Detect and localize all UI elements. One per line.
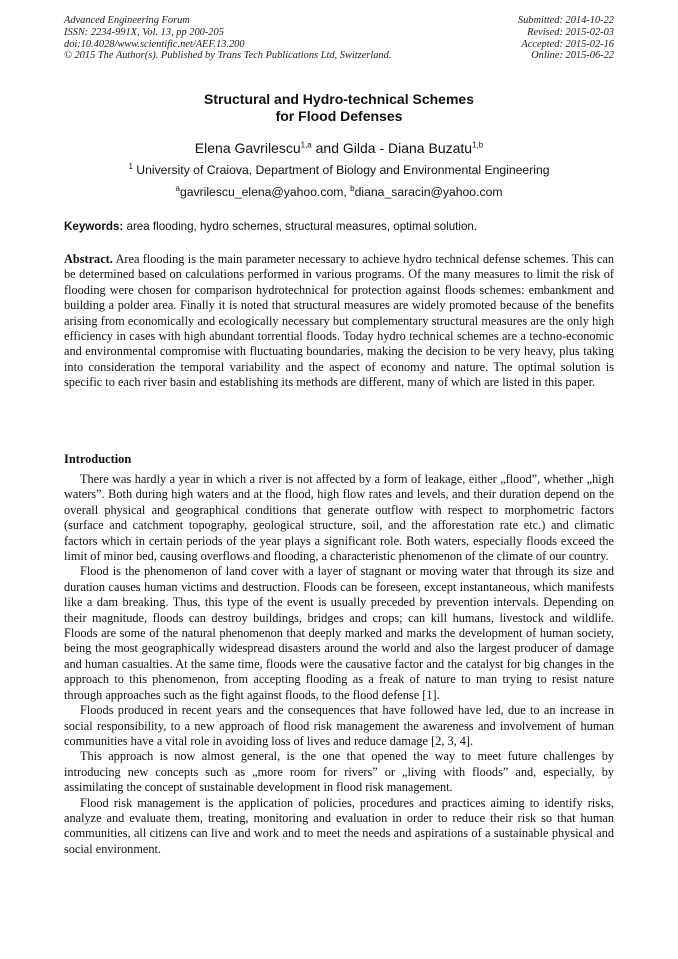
- keywords-text: area flooding, hydro schemes, structural measures, optimal solution.: [123, 220, 478, 233]
- title-line-1: Structural and Hydro-technical Schemes: [204, 91, 474, 107]
- submission-dates: [518, 15, 614, 62]
- online-date: Online: 2015-06-22: [531, 50, 614, 62]
- intro-paragraph: This approach is now almost general, is the one that opened the way to meet future challenges by introducing new concepts such as „more room for rivers” or „living with floods” and, especially, by assimilating the concept of sustainable development in flood risk management.: [64, 749, 614, 795]
- affiliation-marker: 1: [128, 161, 133, 171]
- affiliation: [0, 163, 678, 177]
- keywords: [64, 220, 614, 234]
- author-2-affiliation: 1,b: [472, 140, 484, 150]
- copyright-line: © 2015 The Author(s). Published by Trans Tech Publications Ltd, Switzerland.: [64, 50, 392, 62]
- abstract-label: Abstract.: [64, 252, 113, 266]
- intro-paragraph: Flood is the phenomenon of land cover with a layer of stagnant or moving water that through its size and duration causes human victims and destruction. Floods can be foreseen, except instantaneous, which manifests like a dam breaking. Thus, this type of the event is usually preceded by prevention intervals. Depending on their magnitude, floods can destroy buildings, bridges and crops; can kill humans, livestock and wildlife. Floods are some of the natural phenomenon that deeply marked and marks the development of human society, being the most geographically widespread disasters around the world and also the largest producer of damage and human casualties. At the same time, floods were the causative factor and the catalyst for big changes in the approach to this phenomenon, from accepting flooding as a freak of nature to man trying to resist nature through approaches such as the fight against floods, to the flood defense [1].: [64, 564, 614, 702]
- section-heading-introduction: Introduction: [64, 452, 132, 466]
- abstract: [64, 252, 614, 391]
- affiliation-text: University of Craiova, Department of Biology and Environmental Engineering: [132, 163, 550, 177]
- author-2: Gilda - Diana Buzatu: [342, 140, 473, 156]
- author-1-affiliation: 1,a: [300, 140, 312, 150]
- abstract-paragraph: [64, 252, 614, 391]
- accepted-date: Accepted: 2015-02-16: [521, 38, 614, 50]
- journal-issn: ISSN: 2234-991X, Vol. 13, pp 200-205: [64, 26, 224, 38]
- abstract-text: Area flooding is the main parameter necessary to achieve hydro technical defense schemes. This can be determined based on calculations performed in various programs. Of the many measures to limit the risk of flooding were chosen for comparison hydrotechnical for protection against floods schemes: embankment and building a polder area. Finally it is noted that structural measures are widely promoted because of the benefits arising from economically and ecologically necessary but complementary structural measures are the only high efficiency in cases with high abundant torrential floods. Today hydro technical schemes are a techno-economic and environmental compromise with fluctuating boundaries, making the decision to be very heavy, plus taking into consideration the temporal variability and the aspect of economy and nature. The optimal solution is specific to each river basin and establishing its methods are different, many of which are listed in this paper.: [64, 252, 614, 390]
- keywords-label: Keywords:: [64, 220, 124, 233]
- revised-date: Revised: 2015-02-03: [527, 26, 614, 38]
- journal-info: [64, 15, 391, 62]
- author-conjunction: and: [311, 140, 343, 156]
- email-a-marker: a: [175, 183, 180, 193]
- introduction-body: [64, 472, 614, 857]
- email-a[interactable]: gavrilescu_elena@yahoo.com,: [179, 185, 351, 199]
- email-b[interactable]: diana_saracin@yahoo.com: [354, 185, 503, 199]
- intro-paragraph: Floods produced in recent years and the consequences that have followed have led, due to an increase in social responsibility, to a new approach of flood risk management the awareness and involvement of human communities have a vital role in avoiding loss of lives and reduce damage [2, 3, 4].: [64, 703, 614, 748]
- email-b-marker: b: [350, 183, 355, 193]
- intro-paragraph: There was hardly a year in which a river is not affected by a form of leakage, either „flood”, whether „high waters”. Both during high waters and at the flood, high flow rates and levels, and their duration depend on the overall physical and geographical conditions that generate outflow with respect to morphometric factors (surface and catchment topography, geological structure, soil, and the afforestation rate etc.) and climatic factors which in certain periods of the year plays a significant role. Both waters, especially floods exceed the limit of minor bed, causing overflows and flooding, a characteristic phenomenon of the climate of our country.: [64, 472, 614, 564]
- author-emails: [0, 185, 678, 199]
- journal-name: Advanced Engineering Forum: [64, 15, 190, 26]
- author-1: Elena Gavrilescu: [194, 140, 301, 156]
- journal-doi[interactable]: doi:10.4028/www.scientific.net/AEF.13.200: [64, 38, 245, 50]
- intro-paragraph: Flood risk management is the application of policies, procedures and practices aiming to identify risks, analyze and evaluate them, treating, monitoring and evaluation in order to reduce their risk so that human communities, all citizens can live and work and to meet the needs and aspirations of a sustainable physical and social environment.: [64, 795, 614, 856]
- author-list: [0, 140, 678, 156]
- title-line-2: for Flood Defenses: [275, 108, 403, 124]
- paper-title: [0, 91, 678, 125]
- submitted-date: Submitted: 2014-10-22: [517, 15, 614, 26]
